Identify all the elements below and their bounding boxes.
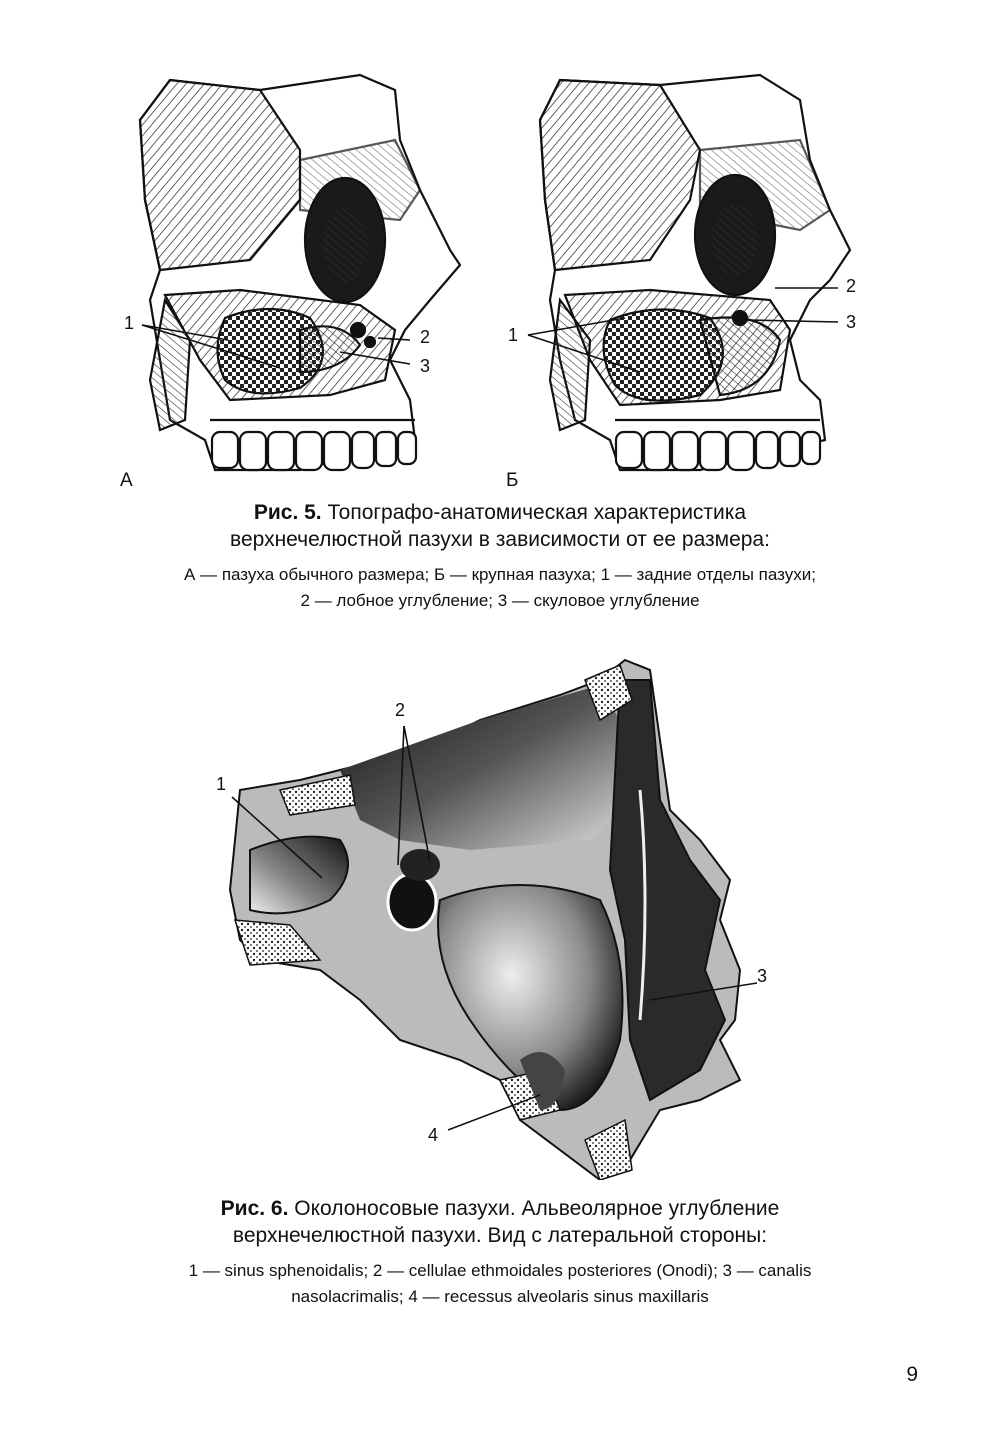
figure-6-caption-line-2: верхнечелюстной пазухи. Вид с латеральной стороны: [232, 1224, 768, 1247]
callout-fig6-3: 3 [757, 966, 768, 986]
callout-b-2: 2 [846, 276, 857, 296]
page-number: 9 [906, 1363, 918, 1386]
figure-5-caption-title [0, 499, 1000, 553]
panel-b-letter: Б [506, 470, 519, 491]
figure-6-legend-line-2: nasolacrimalis; 4 — recessus alveolaris sinus maxillaris [291, 1287, 709, 1306]
callout-a-1: 1 [124, 313, 135, 333]
figure-6-title-text: Околоносовые пазухи. Альвеолярное углубление [288, 1197, 780, 1220]
figure-5 [0, 0, 1000, 500]
callout-fig6-4: 4 [428, 1125, 439, 1145]
callout-fig6-1: 1 [216, 774, 227, 794]
figure-5-caption-line-1 [0, 499, 1000, 526]
skull-drawing-a [140, 75, 460, 470]
sinus-drawing [230, 660, 740, 1180]
panel-a-letter: А [120, 470, 133, 491]
figure-6-label: Рис. 6. [220, 1197, 289, 1220]
figure-6-illustration [0, 640, 1000, 1180]
figure-6-legend-line-1: 1 — sinus sphenoidalis; 2 — cellulae ethmoidales posteriores (Onodi); 3 — canalis [188, 1261, 812, 1280]
figure-5-caption-line-2: верхнечелюстной пазухи в зависимости от ее размера: [230, 528, 770, 551]
figure-5-legend-line-2: 2 — лобное углубление; 3 — скуловое углубление [300, 591, 700, 610]
figure-5-title-text: Топографо-анатомическая характеристика [321, 501, 747, 524]
figure-5-illustration [0, 0, 1000, 500]
skull-drawing-b [540, 75, 850, 470]
callout-b-3: 3 [846, 312, 857, 332]
callout-a-2: 2 [420, 327, 431, 347]
callout-b-1: 1 [508, 325, 519, 345]
callout-fig6-2: 2 [395, 700, 406, 720]
figure-5-label: Рис. 5. [253, 501, 322, 524]
figure-6-caption-title [0, 1195, 1000, 1249]
callout-a-3: 3 [420, 356, 431, 376]
figure-6 [0, 640, 1000, 1180]
figure-6-caption-line-1 [0, 1195, 1000, 1222]
figure-5-legend-line-1: А — пазуха обычного размера; Б — крупная пазуха; 1 — задние отделы пазухи; [184, 565, 816, 584]
